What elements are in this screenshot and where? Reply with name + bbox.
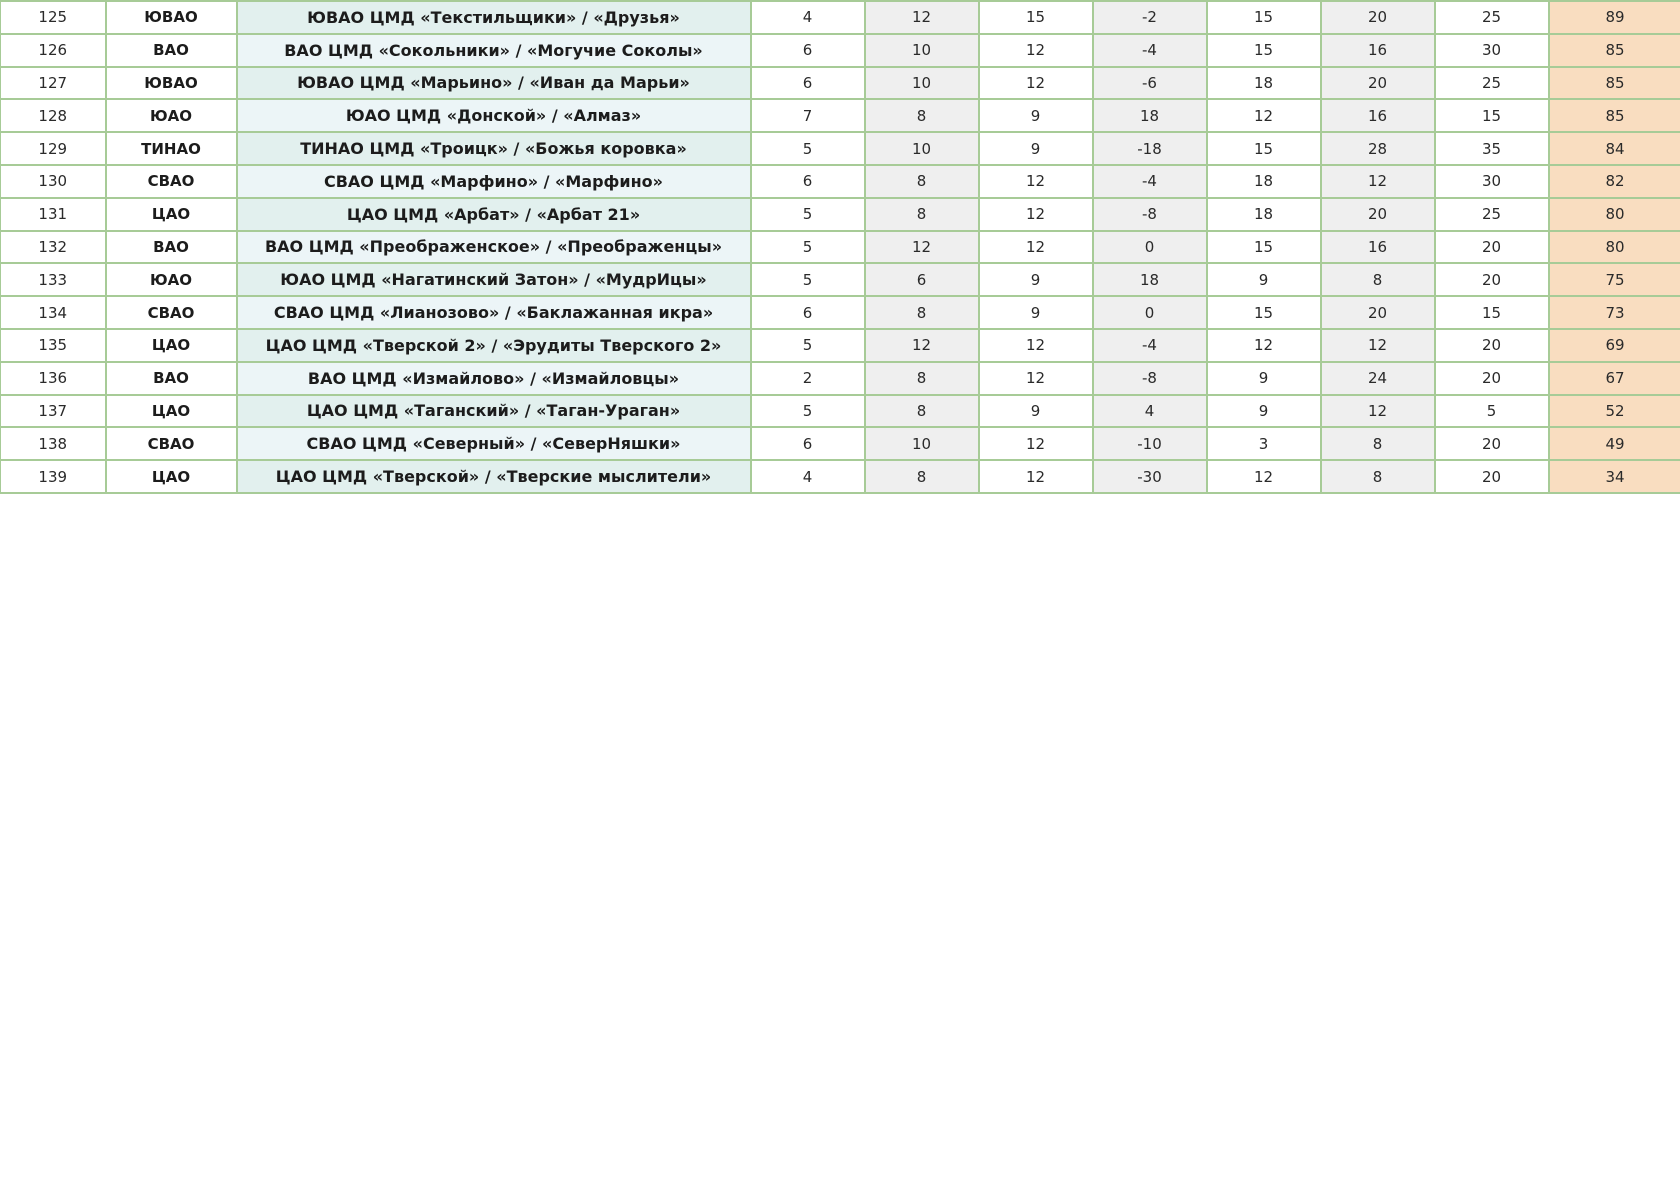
rank-cell: 132	[1, 231, 106, 264]
team-cell: ЦАО ЦМД «Арбат» / «Арбат 21»	[237, 198, 751, 231]
score-cell-7: 15	[1435, 296, 1549, 329]
district-cell: ВАО	[106, 231, 237, 264]
rank-cell: 125	[1, 1, 106, 34]
total-cell: 34	[1549, 460, 1680, 493]
score-cell-6: 16	[1321, 34, 1435, 67]
rank-cell: 137	[1, 395, 106, 428]
score-cell-5: 15	[1207, 1, 1321, 34]
score-cell-1: 5	[751, 263, 865, 296]
district-cell: ТИНАО	[106, 132, 237, 165]
team-cell: ТИНАО ЦМД «Троицк» / «Божья коровка»	[237, 132, 751, 165]
score-cell-1: 5	[751, 132, 865, 165]
score-cell-5: 12	[1207, 329, 1321, 362]
team-cell: СВАО ЦМД «Северный» / «СеверНяшки»	[237, 427, 751, 460]
district-cell: ЮВАО	[106, 67, 237, 100]
score-cell-1: 4	[751, 460, 865, 493]
score-cell-3: 15	[979, 1, 1093, 34]
score-cell-4: -8	[1093, 198, 1207, 231]
score-cell-1: 5	[751, 231, 865, 264]
team-cell: СВАО ЦМД «Марфино» / «Марфино»	[237, 165, 751, 198]
score-cell-6: 24	[1321, 362, 1435, 395]
table-row	[1, 296, 1680, 329]
score-cell-1: 4	[751, 1, 865, 34]
district-cell: ЮАО	[106, 99, 237, 132]
table-row	[1, 460, 1680, 493]
rank-cell: 129	[1, 132, 106, 165]
score-cell-5: 18	[1207, 67, 1321, 100]
score-cell-3: 9	[979, 296, 1093, 329]
score-cell-2: 8	[865, 395, 979, 428]
score-cell-2: 10	[865, 34, 979, 67]
score-cell-3: 12	[979, 165, 1093, 198]
score-cell-3: 9	[979, 99, 1093, 132]
district-cell: ЦАО	[106, 198, 237, 231]
total-cell: 69	[1549, 329, 1680, 362]
score-cell-6: 8	[1321, 460, 1435, 493]
score-cell-2: 10	[865, 67, 979, 100]
district-cell: СВАО	[106, 296, 237, 329]
table-row	[1, 362, 1680, 395]
total-cell: 85	[1549, 99, 1680, 132]
score-cell-3: 12	[979, 427, 1093, 460]
table-row	[1, 67, 1680, 100]
score-cell-6: 20	[1321, 296, 1435, 329]
score-cell-1: 2	[751, 362, 865, 395]
score-cell-5: 3	[1207, 427, 1321, 460]
total-cell: 85	[1549, 67, 1680, 100]
score-cell-3: 12	[979, 362, 1093, 395]
score-cell-7: 20	[1435, 460, 1549, 493]
score-cell-1: 6	[751, 67, 865, 100]
score-cell-6: 8	[1321, 427, 1435, 460]
team-cell: ЮАО ЦМД «Донской» / «Алмаз»	[237, 99, 751, 132]
rank-cell: 130	[1, 165, 106, 198]
score-cell-5: 12	[1207, 460, 1321, 493]
score-cell-5: 12	[1207, 99, 1321, 132]
score-cell-7: 35	[1435, 132, 1549, 165]
score-cell-6: 12	[1321, 395, 1435, 428]
score-cell-4: -4	[1093, 329, 1207, 362]
district-cell: ЮВАО	[106, 1, 237, 34]
score-cell-3: 9	[979, 263, 1093, 296]
score-cell-3: 12	[979, 198, 1093, 231]
score-cell-4: -2	[1093, 1, 1207, 34]
score-cell-7: 25	[1435, 1, 1549, 34]
rank-cell: 128	[1, 99, 106, 132]
score-cell-7: 15	[1435, 99, 1549, 132]
score-cell-5: 9	[1207, 395, 1321, 428]
score-cell-1: 6	[751, 165, 865, 198]
score-cell-2: 6	[865, 263, 979, 296]
total-cell: 52	[1549, 395, 1680, 428]
score-cell-6: 20	[1321, 67, 1435, 100]
score-cell-5: 9	[1207, 263, 1321, 296]
table-row	[1, 427, 1680, 460]
total-cell: 85	[1549, 34, 1680, 67]
total-cell: 67	[1549, 362, 1680, 395]
score-cell-3: 12	[979, 67, 1093, 100]
score-cell-3: 12	[979, 460, 1093, 493]
total-cell: 75	[1549, 263, 1680, 296]
score-cell-1: 6	[751, 34, 865, 67]
score-cell-2: 10	[865, 427, 979, 460]
district-cell: ЮАО	[106, 263, 237, 296]
rank-cell: 133	[1, 263, 106, 296]
table-row	[1, 263, 1680, 296]
team-cell: ЦАО ЦМД «Тверской» / «Тверские мыслители»	[237, 460, 751, 493]
score-cell-5: 15	[1207, 34, 1321, 67]
score-cell-4: -6	[1093, 67, 1207, 100]
score-cell-7: 30	[1435, 165, 1549, 198]
team-cell: ВАО ЦМД «Измайлово» / «Измайловцы»	[237, 362, 751, 395]
district-cell: ЦАО	[106, 395, 237, 428]
score-cell-7: 20	[1435, 263, 1549, 296]
score-cell-4: 4	[1093, 395, 1207, 428]
total-cell: 80	[1549, 198, 1680, 231]
score-cell-2: 8	[865, 460, 979, 493]
score-cell-3: 9	[979, 132, 1093, 165]
score-cell-5: 18	[1207, 198, 1321, 231]
score-cell-2: 8	[865, 198, 979, 231]
score-cell-1: 5	[751, 395, 865, 428]
rank-cell: 131	[1, 198, 106, 231]
total-cell: 89	[1549, 1, 1680, 34]
score-cell-1: 5	[751, 329, 865, 362]
rank-cell: 126	[1, 34, 106, 67]
table-row	[1, 34, 1680, 67]
score-cell-4: 18	[1093, 263, 1207, 296]
score-cell-4: -10	[1093, 427, 1207, 460]
table-row	[1, 231, 1680, 264]
score-cell-2: 8	[865, 296, 979, 329]
score-cell-4: -30	[1093, 460, 1207, 493]
team-cell: ВАО ЦМД «Сокольники» / «Могучие Соколы»	[237, 34, 751, 67]
ranking-table	[0, 0, 1680, 494]
score-cell-6: 12	[1321, 329, 1435, 362]
score-cell-7: 20	[1435, 329, 1549, 362]
score-cell-7: 20	[1435, 362, 1549, 395]
score-cell-6: 12	[1321, 165, 1435, 198]
score-cell-1: 7	[751, 99, 865, 132]
score-cell-2: 12	[865, 1, 979, 34]
team-cell: ЮВАО ЦМД «Текстильщики» / «Друзья»	[237, 1, 751, 34]
score-cell-1: 5	[751, 198, 865, 231]
total-cell: 49	[1549, 427, 1680, 460]
score-cell-7: 30	[1435, 34, 1549, 67]
table-row	[1, 1, 1680, 34]
rank-cell: 138	[1, 427, 106, 460]
score-cell-3: 9	[979, 395, 1093, 428]
rank-cell: 136	[1, 362, 106, 395]
score-cell-1: 6	[751, 427, 865, 460]
score-cell-5: 15	[1207, 231, 1321, 264]
total-cell: 82	[1549, 165, 1680, 198]
district-cell: ВАО	[106, 34, 237, 67]
district-cell: СВАО	[106, 165, 237, 198]
team-cell: СВАО ЦМД «Лианозово» / «Баклажанная икра»	[237, 296, 751, 329]
score-cell-4: 0	[1093, 231, 1207, 264]
score-cell-4: 0	[1093, 296, 1207, 329]
team-cell: ВАО ЦМД «Преображенское» / «Преображенцы»	[237, 231, 751, 264]
total-cell: 80	[1549, 231, 1680, 264]
table-row	[1, 99, 1680, 132]
total-cell: 84	[1549, 132, 1680, 165]
table-row	[1, 165, 1680, 198]
score-cell-6: 16	[1321, 99, 1435, 132]
score-cell-7: 5	[1435, 395, 1549, 428]
table-row	[1, 395, 1680, 428]
district-cell: ЦАО	[106, 460, 237, 493]
score-cell-2: 8	[865, 99, 979, 132]
district-cell: ЦАО	[106, 329, 237, 362]
score-cell-5: 18	[1207, 165, 1321, 198]
table-row	[1, 329, 1680, 362]
score-cell-5: 9	[1207, 362, 1321, 395]
score-cell-7: 25	[1435, 198, 1549, 231]
score-cell-4: -4	[1093, 165, 1207, 198]
district-cell: СВАО	[106, 427, 237, 460]
total-cell: 73	[1549, 296, 1680, 329]
district-cell: ВАО	[106, 362, 237, 395]
score-cell-3: 12	[979, 34, 1093, 67]
rank-cell: 134	[1, 296, 106, 329]
score-cell-7: 25	[1435, 67, 1549, 100]
score-cell-5: 15	[1207, 132, 1321, 165]
score-cell-1: 6	[751, 296, 865, 329]
table-row	[1, 198, 1680, 231]
score-cell-2: 8	[865, 362, 979, 395]
ranking-table-body	[1, 1, 1680, 493]
team-cell: ЮАО ЦМД «Нагатинский Затон» / «МудрИцы»	[237, 263, 751, 296]
score-cell-2: 12	[865, 231, 979, 264]
score-cell-3: 12	[979, 231, 1093, 264]
score-cell-4: -8	[1093, 362, 1207, 395]
team-cell: ЮВАО ЦМД «Марьино» / «Иван да Марьи»	[237, 67, 751, 100]
score-cell-2: 12	[865, 329, 979, 362]
rank-cell: 139	[1, 460, 106, 493]
score-cell-7: 20	[1435, 231, 1549, 264]
score-cell-5: 15	[1207, 296, 1321, 329]
team-cell: ЦАО ЦМД «Тверской 2» / «Эрудиты Тверского 2»	[237, 329, 751, 362]
score-cell-6: 20	[1321, 1, 1435, 34]
rank-cell: 127	[1, 67, 106, 100]
score-cell-3: 12	[979, 329, 1093, 362]
score-cell-6: 20	[1321, 198, 1435, 231]
table-row	[1, 132, 1680, 165]
score-cell-2: 10	[865, 132, 979, 165]
score-cell-6: 8	[1321, 263, 1435, 296]
score-cell-2: 8	[865, 165, 979, 198]
score-cell-6: 28	[1321, 132, 1435, 165]
score-cell-6: 16	[1321, 231, 1435, 264]
score-cell-7: 20	[1435, 427, 1549, 460]
score-cell-4: 18	[1093, 99, 1207, 132]
score-cell-4: -18	[1093, 132, 1207, 165]
score-cell-4: -4	[1093, 34, 1207, 67]
team-cell: ЦАО ЦМД «Таганский» / «Таган-Ураган»	[237, 395, 751, 428]
rank-cell: 135	[1, 329, 106, 362]
